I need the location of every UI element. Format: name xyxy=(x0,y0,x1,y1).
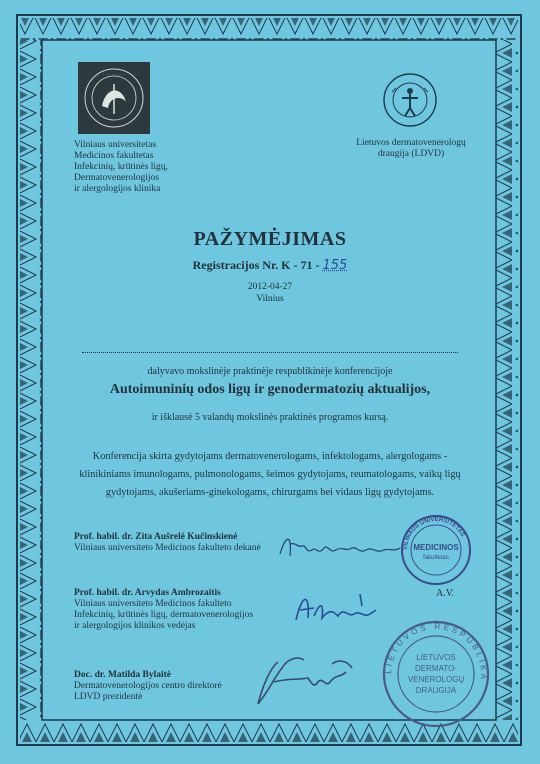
svg-text:· · · · · · · ·: · · · · · · · · xyxy=(102,73,126,78)
faculty-stamp xyxy=(398,512,474,588)
ldvd-stamp-line: VENEROLOGŲ xyxy=(407,675,465,684)
conference-description xyxy=(60,448,480,502)
signatory-position: Vilniaus universiteto Medicinos fakulteto xyxy=(74,599,232,609)
ldvd-logo xyxy=(382,72,438,128)
registration-label: Registracijos Nr. K - 71 - xyxy=(192,258,323,272)
org-line: draugija (LDVD) xyxy=(377,149,445,159)
signature-2 xyxy=(290,588,390,628)
signatory-name: Prof. habil. dr. Arvydas Ambrozaitis xyxy=(74,588,221,598)
signature-1 xyxy=(276,528,406,564)
issue-date: 2012-04-27 xyxy=(247,282,293,292)
signatory-position: Infekcinių, krūtinės ligų, dermatovenerologijos xyxy=(74,610,254,620)
vilnius-university-logo xyxy=(78,62,150,134)
registration-number xyxy=(0,258,540,273)
description-line: gydytojams, akušeriams-ginekologams, chirurgams bei vidaus ligų gydytojams. xyxy=(105,487,435,498)
right-org-text xyxy=(336,138,486,160)
signature-3 xyxy=(248,648,358,712)
signatory-2 xyxy=(74,588,284,632)
participated-text: dalyvavo mokslinėje praktinėje respublikinėje konferencijoje xyxy=(147,366,393,377)
signatory-position: ir alergologijos klinikos vedėjas xyxy=(74,621,196,631)
conference-name: Autoimuninių odos ligų ir genodermatozių aktualijos, xyxy=(109,382,431,397)
signatory-1 xyxy=(74,532,284,554)
signatory-name: Prof. habil. dr. Zita Aušrelė Kučinskienė xyxy=(74,532,238,542)
left-org-text xyxy=(74,140,214,195)
issue-city: Vilnius xyxy=(256,294,284,304)
faculty-stamp-sub: fakultetas xyxy=(423,555,449,561)
name-line xyxy=(82,352,458,353)
org-line: Lietuvos dermatovenerologų xyxy=(356,138,466,148)
listened-text: ir išklausė 5 valandų mokslinės praktinės programos kursą. xyxy=(151,412,389,423)
org-line: ir alergologijos klinika xyxy=(74,184,161,194)
ldvd-stamp-ring-text: LIETUVOS RESPUBLIKA xyxy=(383,621,489,683)
signatory-position: Dermatovenerologijos centro direktorė xyxy=(74,681,222,691)
faculty-stamp-center: MEDICINOS xyxy=(413,543,459,552)
faculty-stamp-ring-text: VILNIAUS UNIVERSITETAS xyxy=(402,516,466,551)
ldvd-stamp-line: LIETUVOS xyxy=(416,653,456,662)
org-line: Infekcinių, krūtinės ligų, xyxy=(74,162,168,172)
av-label: A.V. xyxy=(436,588,455,599)
ldvd-stamp xyxy=(380,618,492,730)
description-line: Konferencija skirta gydytojams dermatovenerologams, infektologams, alergologams - xyxy=(92,451,448,462)
ldvd-stamp-line: DRAUGIJA xyxy=(415,686,457,695)
signatory-position: Vilniaus universiteto Medicinos fakulteto dekanė xyxy=(74,543,261,553)
registration-handwritten-number: 155 xyxy=(322,258,348,273)
org-line: Dermatovenerologijos xyxy=(74,173,159,183)
signatory-position: LDVD prezidentė xyxy=(74,692,143,702)
ldvd-stamp-line: DERMATO- xyxy=(415,664,457,673)
org-line: Medicinos fakultetas xyxy=(74,151,154,161)
certificate-title: PAŽYMĖJIMAS xyxy=(193,228,347,250)
org-line: Vilniaus universitetas xyxy=(74,140,157,150)
signatory-name: Doc. dr. Matilda Bylaitė xyxy=(74,670,172,680)
description-line: klinikiniams imunologams, pulmonologams, šeimos gydytojams, reumatologams, vaikų ligų xyxy=(79,469,461,480)
